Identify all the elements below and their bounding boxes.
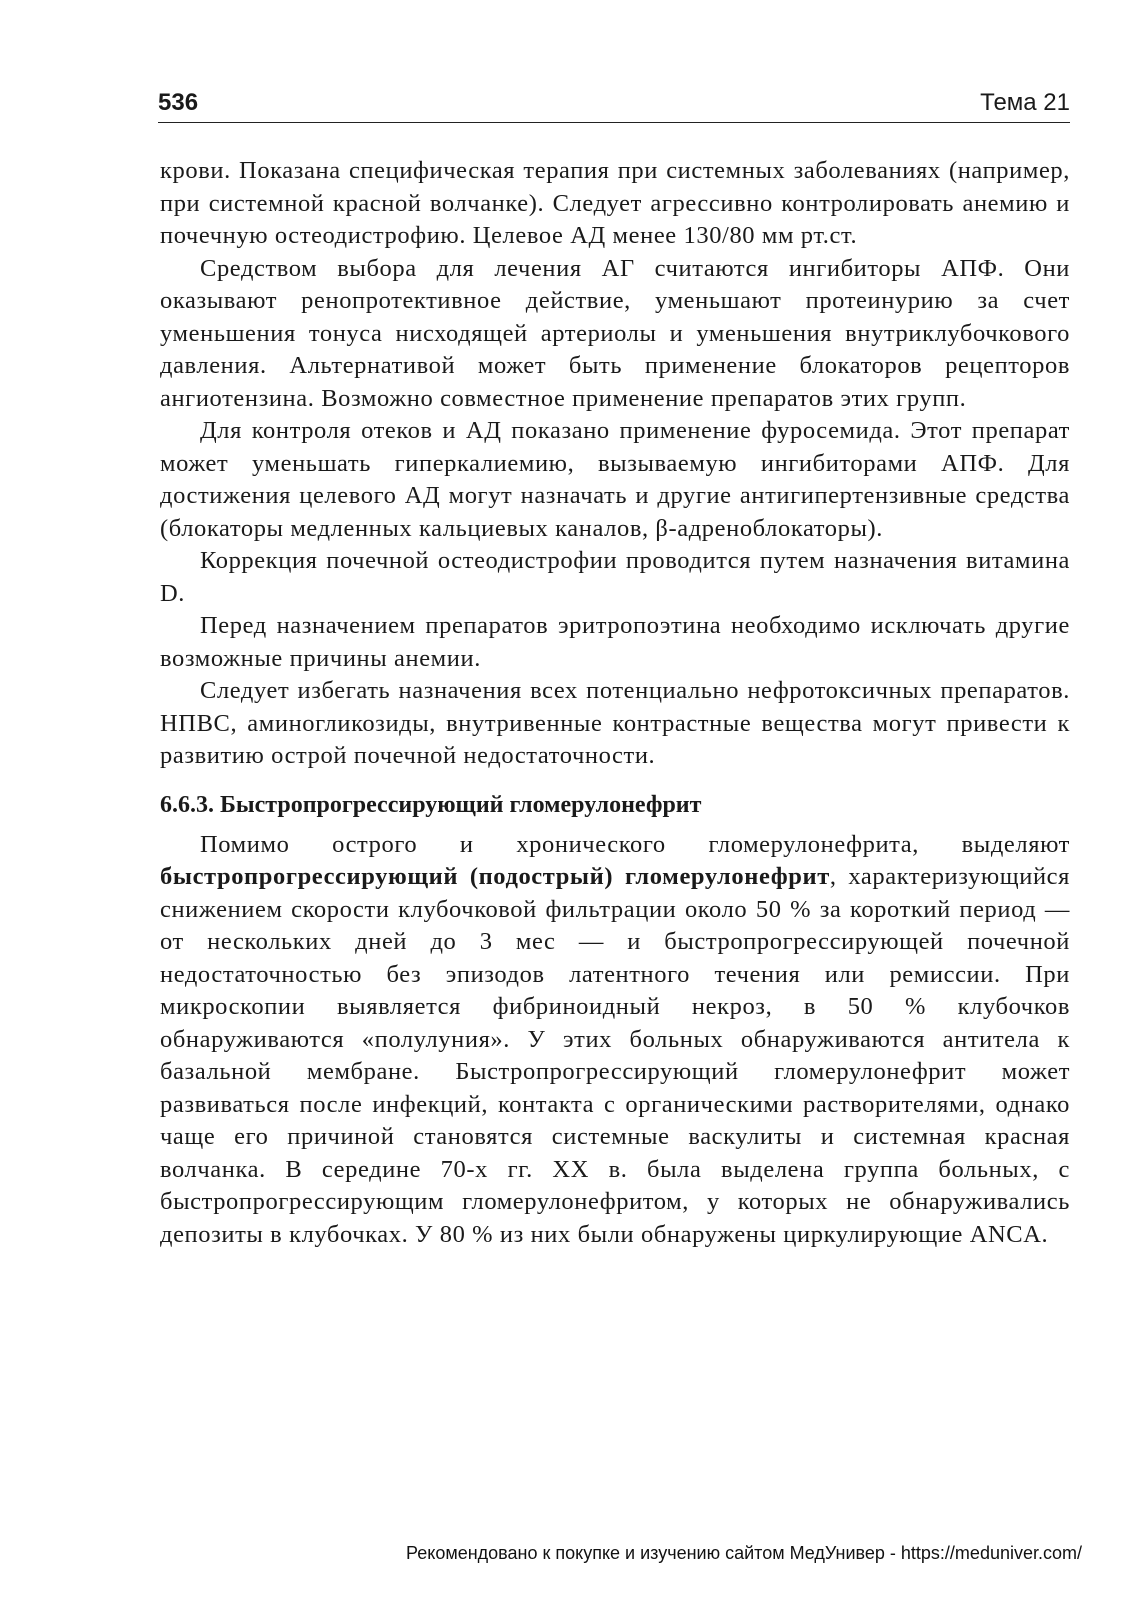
paragraph-continuation: крови. Показана специфическая терапия при системных заболеваниях (например, при системной красной волчанке). Следует агрессивно контролировать анемию и почечную остеодистрофию. Целевое АД менее 130/80 мм рт.ст. bbox=[160, 157, 1070, 249]
section-heading: 6.6.3. Быстропрогрессирующий гломерулонефрит bbox=[160, 791, 702, 818]
page-number: 536 bbox=[158, 89, 199, 116]
running-head: Тема 21 bbox=[980, 89, 1070, 116]
page-header bbox=[158, 88, 1070, 123]
paragraph-osteodystrophy: Коррекция почечной остеодистрофии проводится путем назначения витамина D. bbox=[160, 547, 1070, 607]
footer-recommendation: Рекомендовано к покупке и изучению сайтом МедУнивер - https://meduniver.com/ bbox=[406, 1543, 1082, 1563]
rpgn-intro-text: Помимо острого и хронического гломерулонефрита, выделяют bbox=[200, 830, 1070, 858]
main-text bbox=[160, 155, 1070, 1251]
paragraph-ace-inhibitors: Средством выбора для лечения АГ считаются ингибиторы АПФ. Они оказывают ренопротективное действие, уменьшают протеинурию за счет уменьшения тонуса нисходящей артериолы и уменьшения внутриклубочкового давления. Альтернативой может быть применение блокаторов рецепторов ангиотензина. Возможно совместное применение препаратов этих групп. bbox=[160, 254, 1070, 412]
paragraph-edema-control: Для контроля отеков и АД показано применение фуросемида. Этот препарат может уменьшать гиперкалиемию, вызываемую ингибиторами АПФ. Для достижения целевого АД могут назначать и другие антигипертензивные средства (блокаторы медленных кальциевых каналов, β-адреноблокаторы). bbox=[160, 417, 1070, 542]
paragraph-erythropoietin: Перед назначением препаратов эритропоэтина необходимо исключать другие возможные причины анемии. bbox=[160, 612, 1070, 672]
rpgn-term: быстропрогрессирующий (подострый) гломерулонефрит bbox=[160, 863, 830, 890]
paragraph-rpgn bbox=[160, 829, 1070, 1252]
paragraph-nephrotoxic: Следует избегать назначения всех потенциально нефротоксичных препаратов. НПВС, аминогликозиды, внутривенные контрастные вещества могут привести к развитию острой почечной недостаточности. bbox=[160, 677, 1070, 769]
rpgn-description-text: , характеризующийся снижением скорости клубочковой фильтрации около 50 % за короткий период — от нескольких дней до 3 мес — и быстропрогрессирующей почечной недостаточностью без эпизодов латентного течения или ремиссии. При микроскопии выявляется фибриноидный некроз, в 50 % клубочков обнаруживаются «полулуния». У этих больных обнаруживаются антитела к базальной мембране. Быстропрогрессирующий гломерулонефрит может развиваться после инфекций, контакта с органическими растворителями, однако чаще его причиной становятся системные васкулиты и системная красная волчанка. В середине 70-х гг. XX в. была выделена группа больных, с быстропрогрессирующим гломерулонефритом, у которых не обнаруживались депозиты в клубочках. У 80 % из них были обнаружены циркулирующие ANCA. bbox=[160, 863, 1070, 1248]
